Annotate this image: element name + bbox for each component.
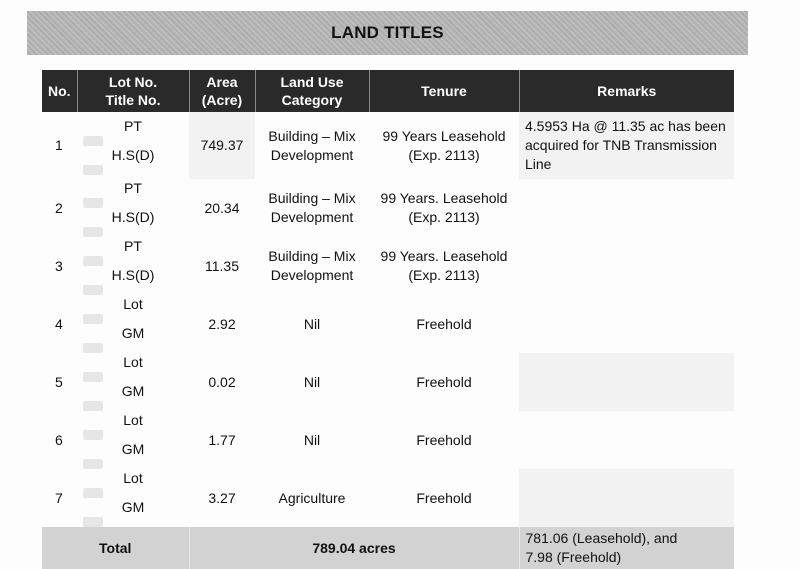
- cell-title: GM: [121, 441, 145, 457]
- cell-no: 6: [55, 431, 63, 448]
- total-area: 789.04 acres: [189, 527, 519, 569]
- cell-lot: PT: [124, 238, 142, 254]
- total-remarks-line1: 781.06 (Leasehold), and: [525, 530, 678, 546]
- cell-area: 3.27: [208, 489, 236, 506]
- header-title-no: Title No.: [105, 92, 161, 108]
- cell-lot: PT: [124, 117, 142, 134]
- cell-lot: PT: [124, 180, 142, 196]
- cell-lot: Lot: [123, 412, 143, 428]
- cell-landuse: [255, 179, 369, 237]
- cell-landuse: [255, 237, 369, 295]
- cell-tenure: [369, 237, 519, 295]
- redaction-mark: [83, 459, 103, 469]
- cell-tenure-line2: (Exp. 2113): [408, 209, 480, 225]
- cell-landuse-line1: Building – Mix: [268, 248, 356, 264]
- redaction-mark: [83, 372, 103, 382]
- cell-tenure: Freehold: [416, 373, 472, 390]
- cell-landuse-line2: Development: [270, 146, 354, 163]
- cell-landuse: Agriculture: [278, 489, 346, 506]
- cell-no: 2: [55, 199, 63, 216]
- cell-lot-title: [77, 295, 189, 353]
- cell-lot: Lot: [123, 354, 143, 370]
- cell-area: 0.02: [208, 373, 236, 390]
- cell-no: 4: [55, 315, 63, 332]
- header-lot: Lot No.: [108, 74, 158, 90]
- cell-tenure-line2: (Exp. 2113): [408, 146, 480, 163]
- header-area-unit: (Acre): [201, 92, 243, 108]
- total-label: Total: [42, 527, 189, 569]
- cell-lot-title: [77, 179, 189, 237]
- table-row: [42, 353, 734, 411]
- cell-title: H.S(D): [111, 146, 155, 163]
- cell-lot-title: [77, 353, 189, 411]
- redaction-mark: [83, 285, 103, 295]
- redaction-mark: [83, 517, 103, 527]
- cell-lot-title: [77, 469, 189, 527]
- cell-tenure-line1: 99 Years. Leasehold: [380, 248, 508, 264]
- cell-remarks: [519, 295, 734, 353]
- redaction-mark: [83, 165, 103, 175]
- cell-remarks: [519, 179, 734, 237]
- header-landuse-line2: Category: [281, 92, 343, 108]
- redaction-mark: [83, 136, 103, 146]
- table-row: [42, 112, 734, 179]
- total-remarks-line2: 7.98 (Freehold): [525, 549, 622, 565]
- cell-lot-title: [77, 237, 189, 295]
- cell-tenure: [369, 179, 519, 237]
- header-tenure: Tenure: [369, 70, 519, 112]
- table-row: [42, 295, 734, 353]
- cell-tenure-line1: 99 Years Leasehold: [382, 127, 506, 144]
- cell-remarks: [519, 353, 734, 411]
- cell-no: 7: [55, 489, 63, 506]
- header-lot-title: [77, 70, 189, 112]
- total-remarks: [519, 527, 734, 569]
- header-area: [189, 70, 255, 112]
- cell-tenure: Freehold: [416, 489, 472, 506]
- cell-area: 1.77: [208, 431, 236, 448]
- cell-no: 1: [55, 137, 63, 153]
- cell-landuse-line1: Building – Mix: [268, 190, 356, 206]
- cell-lot-title: [77, 411, 189, 469]
- cell-tenure: Freehold: [416, 431, 472, 448]
- page-title: LAND TITLES: [331, 23, 444, 42]
- cell-lot: Lot: [123, 296, 143, 312]
- redaction-mark: [83, 256, 103, 266]
- table-row: [42, 237, 734, 295]
- table-row: [42, 411, 734, 469]
- cell-area: 749.37: [189, 112, 255, 179]
- cell-landuse: Nil: [303, 315, 321, 332]
- cell-title: H.S(D): [111, 209, 155, 225]
- redaction-mark: [83, 401, 103, 411]
- cell-area: 2.92: [208, 315, 236, 332]
- table-row: [42, 469, 734, 527]
- cell-lot-title: [77, 112, 189, 179]
- redaction-mark: [83, 198, 103, 208]
- cell-area: 11.35: [205, 257, 239, 274]
- header-row: [42, 70, 734, 112]
- cell-remarks: [519, 237, 734, 295]
- cell-title: GM: [121, 499, 145, 515]
- header-no: No.: [42, 70, 77, 112]
- cell-lot: Lot: [123, 470, 143, 486]
- title-banner: [27, 11, 748, 55]
- redaction-mark: [83, 314, 103, 324]
- cell-no: 3: [55, 257, 63, 274]
- cell-landuse: Nil: [303, 373, 321, 390]
- cell-tenure-line1: 99 Years. Leasehold: [380, 190, 508, 206]
- redaction-mark: [83, 343, 103, 353]
- cell-no: 5: [55, 373, 63, 390]
- cell-tenure: Freehold: [416, 315, 472, 332]
- total-row: [42, 527, 734, 569]
- cell-landuse-line2: Development: [270, 209, 354, 225]
- header-landuse: [255, 70, 369, 112]
- header-landuse-line1: Land Use: [280, 74, 344, 90]
- cell-title: GM: [121, 383, 145, 399]
- redaction-mark: [83, 227, 103, 237]
- table-row: [42, 179, 734, 237]
- cell-tenure-line2: (Exp. 2113): [408, 267, 480, 283]
- cell-landuse: [255, 112, 369, 179]
- header-area-label: Area: [206, 74, 238, 90]
- redaction-mark: [83, 488, 103, 498]
- land-titles-table: [42, 70, 734, 569]
- cell-remarks: 4.5953 Ha @ 11.35 ac has been acquired for TNB Transmission Line: [519, 112, 734, 179]
- cell-remarks: [519, 469, 734, 527]
- redaction-mark: [83, 430, 103, 440]
- cell-landuse-line2: Development: [270, 267, 354, 283]
- cell-title: H.S(D): [111, 267, 155, 283]
- cell-landuse-line1: Building – Mix: [268, 127, 356, 144]
- cell-landuse: Nil: [303, 431, 321, 448]
- cell-tenure: [369, 112, 519, 179]
- header-remarks: Remarks: [519, 70, 734, 112]
- cell-area: 20.34: [204, 199, 240, 216]
- cell-title: GM: [121, 325, 145, 341]
- cell-remarks: [519, 411, 734, 469]
